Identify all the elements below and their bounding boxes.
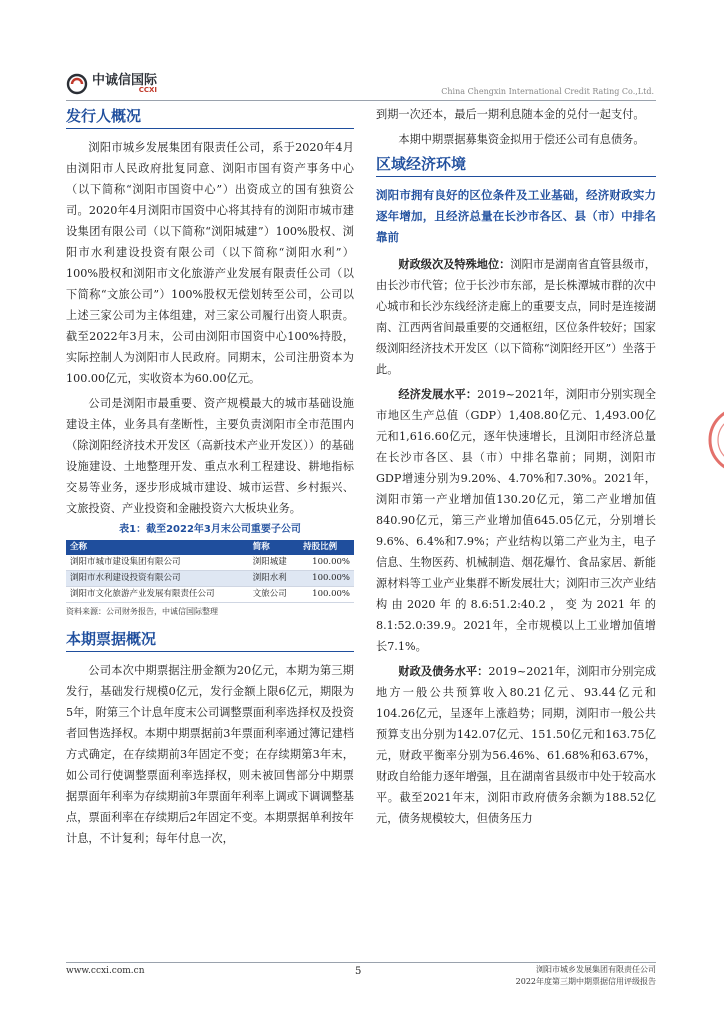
table-cell: 浏阳城建 <box>249 555 299 571</box>
table-header-row <box>66 540 354 555</box>
issuer-paragraph-1: 浏阳市城乡发展集团有限责任公司，系于2020年4月由浏阳市人民政府批复同意、浏阳市国有资产事务中心（以下简称“浏阳市国资中心”）出资成立的国有独资公司。2020年4月浏阳市国资中心将其持有的浏阳市城市建设集团有限公司（以下简称“浏阳城建”）100%股权、浏阳市水利建设投资有限公司（以下简称“浏阳水利”）100%股权和浏阳市文化旅游产业发展有限责任公司（以下简称“文旅公司”）100%股权无偿划转至公司，公司以上述三家公司为主体组建，对三家公司履行出资人职责。截至2022年3月末，公司由浏阳市国资中心100%持股，实际控制人为浏阳市人民政府。同期末，公司注册资本为100.00亿元，实收资本为60.00亿元。 <box>66 141 354 385</box>
fiscal-text: 2019~2021年，浏阳市分别完成地方一般公共预算收入80.21亿元、93.44亿元和104.26亿元，呈逐年上涨趋势；同期，浏阳市一般公共预算支出分别为142.07亿元、151.50亿元和163.75亿元，财政平衡率分别为56.46%、61.68%和63.67%，财政自给能力逐年增强，且在湖南省县级市中处于较高水平。截至2021年末，浏阳市政府债务余额为188.52亿元，债务规模较大，但债务压力 <box>376 665 656 825</box>
bill-paragraph-continued: 到期一次还本，最后一期利息随本金的兑付一起支付。 <box>376 108 645 121</box>
table-header-cell: 持股比例 <box>299 540 354 555</box>
table-cell: 100.00% <box>299 555 354 571</box>
page-number: 5 <box>355 966 362 977</box>
bill-section-title: 本期票据概况 <box>66 629 354 652</box>
funds-use-paragraph: 本期中期票据募集资金拟用于偿还公司有息债务。 <box>398 133 645 146</box>
ccxi-logo <box>66 73 157 95</box>
table-cell: 浏阳市水利建设投资有限公司 <box>66 571 249 587</box>
table-cell: 100.00% <box>299 587 354 603</box>
region-section-title: 区域经济环境 <box>376 154 656 177</box>
table-cell: 文旅公司 <box>249 587 299 603</box>
admin-status-paragraph <box>376 254 656 380</box>
table-row <box>66 555 354 571</box>
economy-paragraph <box>376 384 656 657</box>
region-subtitle: 浏阳市拥有良好的区位条件及工业基础，经济财政实力逐年增加，且经济总量在长沙市各区、县（市）中排名靠前 <box>376 188 656 244</box>
table-cell: 100.00% <box>299 571 354 587</box>
logo-cn-text: 中诚信国际 <box>92 73 158 88</box>
fiscal-keyword: 财政及债务水平： <box>398 664 489 678</box>
fiscal-paragraph <box>376 661 656 829</box>
bill-paragraph-1: 公司本次中期票据注册金额为20亿元，本期为第三期发行，基础发行规模0亿元，发行金额上限6亿元，期限为5年，附第三个计息年度末公司调整票面利率选择权及投资者回售选择权。本期中期票据前3年票面利率通过簿记建档方式确定，在存续期前3年固定不变；在存续期第3年末，如公司行使调整票面利率选择权，则未被回售部分中期票据票面年利率为存续期前3年票面年利率上调或下调调整基点，票面利率在存续期后2年固定不变。本期票据单利按年计息，不计复利；每年付息一次， <box>66 664 354 845</box>
table-row <box>66 571 354 587</box>
issuer-section-title: 发行人概况 <box>66 106 354 129</box>
admin-status-keyword: 财政级次及特殊地位： <box>398 257 511 271</box>
right-column <box>376 104 656 833</box>
footer-report-title: 2022年度第三期中期票据信用评级报告 <box>515 977 656 986</box>
table-row <box>66 587 354 603</box>
economy-keyword: 经济发展水平： <box>398 387 478 401</box>
header-divider <box>66 100 656 101</box>
table-header-cell: 简称 <box>249 540 299 555</box>
table-cell: 浏阳市文化旅游产业发展有限责任公司 <box>66 587 249 603</box>
seal-stamp-fragment <box>702 380 724 500</box>
footer-website: www.ccxi.com.cn <box>66 966 145 976</box>
issuer-paragraph-2: 公司是浏阳市最重要、资产规模最大的城市基础设施建设主体，业务具有垄断性，主要负责浏阳市全市范围内（除浏阳经济技术开发区（高新技术产业开发区））的基础设施建设、土地整理开发、重点水利工程建设、耕地指标交易等业务，逐步形成城市建设、城市运营、乡村振兴、文旅投资、产业投资和金融投资六大板块业务。 <box>66 397 354 515</box>
table-cell: 浏阳水利 <box>249 571 299 587</box>
subsidiary-table-caption: 表1：截至2022年3月末公司重要子公司 <box>119 524 301 535</box>
table-cell: 浏阳市城市建设集团有限公司 <box>66 555 249 571</box>
table-source-note: 资料来源：公司财务报告，中诚信国际整理 <box>66 607 218 616</box>
footer-divider <box>66 962 656 963</box>
footer-company: 浏阳市城乡发展集团有限责任公司 <box>536 965 656 974</box>
left-column <box>66 104 354 853</box>
ccxi-logo-icon <box>66 73 88 95</box>
company-english-name: China Chengxin International Credit Rating Co.,Ltd. <box>441 87 654 96</box>
admin-status-text: 浏阳市是湖南省直管县级市，由长沙市代管；位于长沙市东部，是长株潭城市群的次中心城市和长沙东线经济走廊上的重要支点，同时是连接湖南、江西两省间最重要的交通枢纽，区位条件较好；国家级浏阳经济技术开发区（以下简称“浏阳经开区”）坐落于此。 <box>376 258 656 376</box>
economy-text: 2019~2021年，浏阳市分别实现全市地区生产总值（GDP）1,408.80亿元、1,493.00亿元和1,616.60亿元，逐年快速增长，且浏阳市经济总量在长沙市各区、县（市）中排名靠前；同期，浏阳市GDP增速分别为9.20%、4.70%和7.30%。2021年，浏阳市第一产业增加值130.20亿元，第二产业增加值840.90亿元，第三产业增加值645.05亿元，分别增长9.6%、6.4%和7.9%；产业结构以第二产业为主，电子信息、生物医药、机械制造、烟花爆竹、食品家居、新能源材料等工业产业集群不断发展壮大；浏阳市三次产业结构由2020年的8.6:51.2:40.2，变为2021年的8.1:52.0:39.9。2021年，全市规模以上工业增加值增长7.1%。 <box>376 388 656 653</box>
table-header-cell: 全称 <box>66 540 249 555</box>
footer-report-info <box>516 964 656 988</box>
subsidiary-table <box>66 540 354 603</box>
logo-en-text: CCXI <box>138 86 158 94</box>
